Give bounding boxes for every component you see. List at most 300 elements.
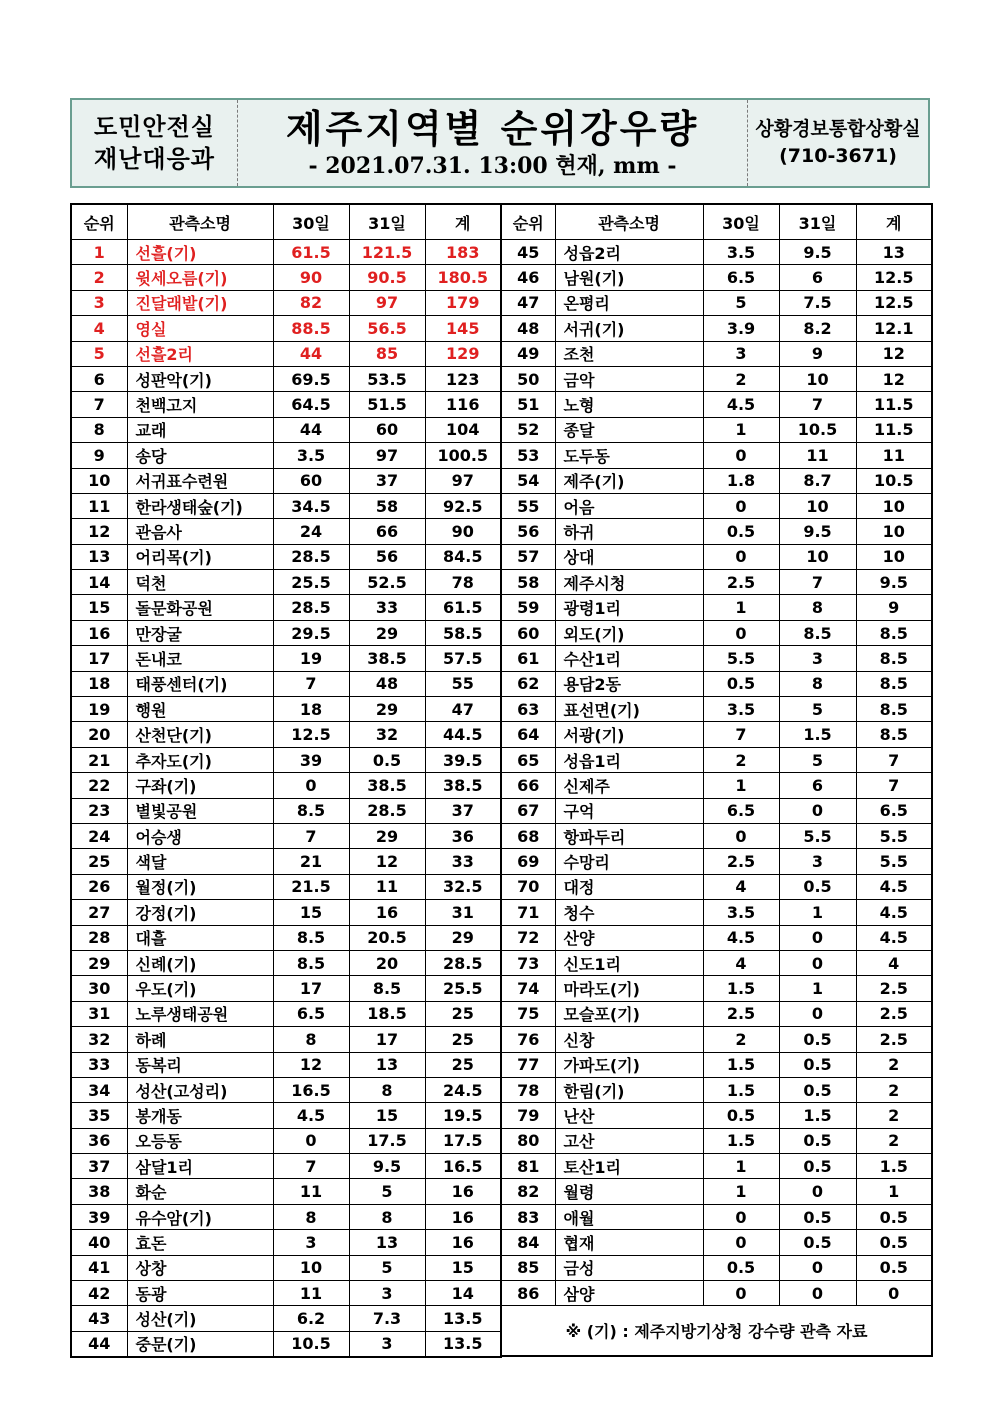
day31-cell: 90.5 [349, 265, 425, 290]
day30-cell: 11 [273, 1179, 349, 1204]
day31-cell: 16 [349, 900, 425, 925]
table-row [71, 849, 501, 874]
table-row [71, 290, 501, 315]
rank-cell: 61 [501, 646, 555, 671]
day30-cell: 3.5 [703, 240, 779, 265]
rank-cell: 18 [71, 671, 127, 696]
contact-block [748, 100, 928, 186]
day30-cell: 8 [273, 1027, 349, 1052]
station-name-cell: 덕천 [127, 570, 273, 595]
total-cell: 92.5 [425, 493, 501, 518]
table-row [501, 519, 932, 544]
day30-cell: 19 [273, 646, 349, 671]
rank-cell: 65 [501, 747, 555, 772]
total-cell: 1.5 [856, 1154, 932, 1179]
station-name-cell: 금악 [555, 366, 703, 391]
station-name-cell: 상대 [555, 544, 703, 569]
day31-cell: 0.5 [779, 1154, 856, 1179]
day30-cell: 0.5 [703, 519, 779, 544]
rank-cell: 44 [71, 1331, 127, 1357]
day31-cell: 10 [779, 544, 856, 569]
station-name-cell: 색달 [127, 849, 273, 874]
day31-cell: 10 [779, 366, 856, 391]
station-name-cell: 외도(기) [555, 620, 703, 645]
rank-cell: 77 [501, 1052, 555, 1077]
col-rank-header: 순위 [71, 204, 127, 240]
table-row [71, 316, 501, 341]
col-station-header: 관측소명 [555, 204, 703, 240]
total-cell: 97 [425, 468, 501, 493]
total-cell: 57.5 [425, 646, 501, 671]
day31-cell: 9.5 [349, 1154, 425, 1179]
total-cell: 84.5 [425, 544, 501, 569]
day30-cell: 8.5 [273, 950, 349, 975]
day31-cell: 48 [349, 671, 425, 696]
table-row [501, 290, 932, 315]
total-cell: 10 [856, 519, 932, 544]
day31-cell: 0 [779, 950, 856, 975]
day30-cell: 3.5 [273, 443, 349, 468]
day30-cell: 7 [273, 1154, 349, 1179]
rank-cell: 20 [71, 722, 127, 747]
station-name-cell: 용담2동 [555, 671, 703, 696]
rank-cell: 45 [501, 240, 555, 265]
table-row [501, 316, 932, 341]
day30-cell: 60 [273, 468, 349, 493]
day30-cell: 0 [703, 493, 779, 518]
table-row [71, 1204, 501, 1229]
table-row [501, 1128, 932, 1153]
station-name-cell: 종달 [555, 417, 703, 442]
station-name-cell: 우도(기) [127, 976, 273, 1001]
rank-cell: 16 [71, 620, 127, 645]
total-cell: 16.5 [425, 1154, 501, 1179]
day30-cell: 0.5 [703, 671, 779, 696]
station-name-cell: 효돈 [127, 1230, 273, 1255]
station-name-cell: 만장굴 [127, 620, 273, 645]
day31-cell: 17 [349, 1027, 425, 1052]
rank-cell: 57 [501, 544, 555, 569]
station-name-cell: 서귀표수련원 [127, 468, 273, 493]
day30-cell: 1.5 [703, 1128, 779, 1153]
total-cell: 25.5 [425, 976, 501, 1001]
table-row [501, 874, 932, 899]
station-name-cell: 태풍센터(기) [127, 671, 273, 696]
total-cell: 29 [425, 925, 501, 950]
rank-cell: 52 [501, 417, 555, 442]
table-row [501, 443, 932, 468]
rank-cell: 1 [71, 240, 127, 265]
table-row [71, 1306, 501, 1331]
day31-cell: 5 [779, 747, 856, 772]
day30-cell: 11 [273, 1281, 349, 1306]
station-name-cell: 돈내코 [127, 646, 273, 671]
title-block [238, 100, 748, 186]
day30-cell: 7 [703, 722, 779, 747]
rank-cell: 62 [501, 671, 555, 696]
situation-room-name: 상황경보통합상황실 [755, 118, 921, 140]
rank-cell: 24 [71, 823, 127, 848]
day31-cell: 66 [349, 519, 425, 544]
station-name-cell: 노루생태공원 [127, 1001, 273, 1026]
rank-cell: 19 [71, 697, 127, 722]
station-name-cell: 월령 [555, 1179, 703, 1204]
day31-cell: 3 [349, 1281, 425, 1306]
total-cell: 25 [425, 1052, 501, 1077]
rank-cell: 63 [501, 697, 555, 722]
day31-cell: 29 [349, 823, 425, 848]
day30-cell: 44 [273, 341, 349, 366]
day31-cell: 1 [779, 900, 856, 925]
station-name-cell: 표선면(기) [555, 697, 703, 722]
day31-cell: 97 [349, 443, 425, 468]
day30-cell: 1 [703, 417, 779, 442]
day31-cell: 8 [779, 595, 856, 620]
day30-cell: 5.5 [703, 646, 779, 671]
day30-cell: 2 [703, 747, 779, 772]
total-cell: 123 [425, 366, 501, 391]
day30-cell: 1.5 [703, 976, 779, 1001]
table-row [71, 1128, 501, 1153]
total-cell: 17.5 [425, 1128, 501, 1153]
rank-cell: 14 [71, 570, 127, 595]
station-name-cell: 한림(기) [555, 1077, 703, 1102]
day30-cell: 69.5 [273, 366, 349, 391]
footnote-row [501, 1306, 932, 1356]
total-cell: 1 [856, 1179, 932, 1204]
rank-cell: 27 [71, 900, 127, 925]
day31-cell: 56.5 [349, 316, 425, 341]
day31-cell: 29 [349, 697, 425, 722]
station-name-cell: 성산(고성리) [127, 1077, 273, 1102]
total-cell: 2.5 [856, 976, 932, 1001]
col-station-header: 관측소명 [127, 204, 273, 240]
rank-cell: 23 [71, 798, 127, 823]
total-cell: 58.5 [425, 620, 501, 645]
day31-cell: 0 [779, 1255, 856, 1280]
station-name-cell: 한라생태숲(기) [127, 493, 273, 518]
day30-cell: 39 [273, 747, 349, 772]
day31-cell: 0.5 [779, 1077, 856, 1102]
table-row [501, 417, 932, 442]
day31-cell: 97 [349, 290, 425, 315]
table-row [501, 493, 932, 518]
table-row [501, 697, 932, 722]
station-name-cell: 가파도(기) [555, 1052, 703, 1077]
day31-cell: 13 [349, 1052, 425, 1077]
station-name-cell: 강정(기) [127, 900, 273, 925]
day31-cell: 0 [779, 925, 856, 950]
day31-cell: 38.5 [349, 773, 425, 798]
day30-cell: 21.5 [273, 874, 349, 899]
station-name-cell: 모슬포(기) [555, 1001, 703, 1026]
table-row [71, 1230, 501, 1255]
day30-cell: 6.5 [703, 798, 779, 823]
station-name-cell: 동광 [127, 1281, 273, 1306]
day31-cell: 38.5 [349, 646, 425, 671]
station-name-cell: 조천 [555, 341, 703, 366]
day31-cell: 7.3 [349, 1306, 425, 1331]
table-row [71, 823, 501, 848]
table-row [71, 265, 501, 290]
department-line-2: 재난대응과 [94, 145, 215, 173]
station-name-cell: 화순 [127, 1179, 273, 1204]
rank-cell: 17 [71, 646, 127, 671]
col-total-header: 계 [856, 204, 932, 240]
day30-cell: 21 [273, 849, 349, 874]
station-name-cell: 영실 [127, 316, 273, 341]
rank-cell: 85 [501, 1255, 555, 1280]
day31-cell: 37 [349, 468, 425, 493]
station-name-cell: 성판악(기) [127, 366, 273, 391]
table-row [501, 1230, 932, 1255]
day31-cell: 52.5 [349, 570, 425, 595]
day30-cell: 8.5 [273, 798, 349, 823]
day31-cell: 10.5 [779, 417, 856, 442]
rank-cell: 22 [71, 773, 127, 798]
footnote: ※ (기) : 제주지방기상청 강수량 관측 자료 [501, 1306, 932, 1356]
day31-cell: 5.5 [779, 823, 856, 848]
rank-cell: 80 [501, 1128, 555, 1153]
station-name-cell: 삼양 [555, 1281, 703, 1306]
rank-cell: 29 [71, 950, 127, 975]
total-cell: 180.5 [425, 265, 501, 290]
table-row [71, 1103, 501, 1128]
total-cell: 2 [856, 1077, 932, 1102]
rank-cell: 39 [71, 1204, 127, 1229]
day30-cell: 0 [703, 443, 779, 468]
rank-cell: 6 [71, 366, 127, 391]
day30-cell: 1 [703, 595, 779, 620]
station-name-cell: 수산1리 [555, 646, 703, 671]
rank-cell: 38 [71, 1179, 127, 1204]
total-cell: 25 [425, 1001, 501, 1026]
rank-cell: 10 [71, 468, 127, 493]
col-day30-header: 30일 [273, 204, 349, 240]
day30-cell: 0.5 [703, 1255, 779, 1280]
total-cell: 8.5 [856, 620, 932, 645]
station-name-cell: 어승생 [127, 823, 273, 848]
table-row [71, 1001, 501, 1026]
day31-cell: 53.5 [349, 366, 425, 391]
table-row [71, 798, 501, 823]
station-name-cell: 동복리 [127, 1052, 273, 1077]
total-cell: 129 [425, 341, 501, 366]
station-name-cell: 송당 [127, 443, 273, 468]
total-cell: 2 [856, 1128, 932, 1153]
day30-cell: 25.5 [273, 570, 349, 595]
day31-cell: 5 [779, 697, 856, 722]
total-cell: 44.5 [425, 722, 501, 747]
day31-cell: 8.5 [779, 620, 856, 645]
day30-cell: 2.5 [703, 570, 779, 595]
rank-cell: 11 [71, 493, 127, 518]
table-row [501, 925, 932, 950]
table-row [71, 697, 501, 722]
day30-cell: 6.2 [273, 1306, 349, 1331]
table-row [501, 544, 932, 569]
rank-cell: 28 [71, 925, 127, 950]
station-name-cell: 서광(기) [555, 722, 703, 747]
station-name-cell: 산천단(기) [127, 722, 273, 747]
station-name-cell: 천백고지 [127, 392, 273, 417]
rank-cell: 8 [71, 417, 127, 442]
day31-cell: 8 [779, 671, 856, 696]
day31-cell: 7.5 [779, 290, 856, 315]
table-row [501, 1255, 932, 1280]
total-cell: 8.5 [856, 646, 932, 671]
day30-cell: 28.5 [273, 544, 349, 569]
total-cell: 0.5 [856, 1255, 932, 1280]
station-name-cell: 광령1리 [555, 595, 703, 620]
day30-cell: 3.5 [703, 697, 779, 722]
station-name-cell: 추자도(기) [127, 747, 273, 772]
total-cell: 19.5 [425, 1103, 501, 1128]
rank-cell: 71 [501, 900, 555, 925]
rank-cell: 69 [501, 849, 555, 874]
station-name-cell: 제주시청 [555, 570, 703, 595]
total-cell: 12.5 [856, 265, 932, 290]
table-row [501, 366, 932, 391]
day31-cell: 8.2 [779, 316, 856, 341]
total-cell: 5.5 [856, 823, 932, 848]
day30-cell: 0 [273, 773, 349, 798]
table-row [501, 1103, 932, 1128]
total-cell: 116 [425, 392, 501, 417]
total-cell: 90 [425, 519, 501, 544]
day30-cell: 88.5 [273, 316, 349, 341]
day31-cell: 10 [779, 493, 856, 518]
total-cell: 32.5 [425, 874, 501, 899]
day30-cell: 82 [273, 290, 349, 315]
day31-cell: 11 [779, 443, 856, 468]
table-row [71, 1255, 501, 1280]
table-row [71, 1281, 501, 1306]
day30-cell: 61.5 [273, 240, 349, 265]
table-row [71, 341, 501, 366]
day31-cell: 20 [349, 950, 425, 975]
station-name-cell: 별빛공원 [127, 798, 273, 823]
rank-cell: 76 [501, 1027, 555, 1052]
day30-cell: 18 [273, 697, 349, 722]
day30-cell: 7 [273, 671, 349, 696]
table-row [501, 570, 932, 595]
table-row [71, 443, 501, 468]
day30-cell: 4.5 [273, 1103, 349, 1128]
rank-cell: 50 [501, 366, 555, 391]
day30-cell: 17 [273, 976, 349, 1001]
day31-cell: 8 [349, 1204, 425, 1229]
table-header-row [71, 204, 501, 240]
station-name-cell: 신창 [555, 1027, 703, 1052]
table-row [71, 646, 501, 671]
table-row [501, 671, 932, 696]
station-name-cell: 유수암(기) [127, 1204, 273, 1229]
station-name-cell: 선흘(기) [127, 240, 273, 265]
total-cell: 12.5 [856, 290, 932, 315]
station-name-cell: 돌문화공원 [127, 595, 273, 620]
day31-cell: 5 [349, 1255, 425, 1280]
rank-cell: 26 [71, 874, 127, 899]
day30-cell: 3.9 [703, 316, 779, 341]
rank-cell: 3 [71, 290, 127, 315]
table-row [71, 620, 501, 645]
day31-cell: 6 [779, 265, 856, 290]
day31-cell: 13 [349, 1230, 425, 1255]
station-name-cell: 고산 [555, 1128, 703, 1153]
day30-cell: 10.5 [273, 1331, 349, 1357]
table-row [501, 722, 932, 747]
total-cell: 55 [425, 671, 501, 696]
station-name-cell: 온평리 [555, 290, 703, 315]
day30-cell: 0.5 [703, 1103, 779, 1128]
total-cell: 4.5 [856, 900, 932, 925]
col-rank-header: 순위 [501, 204, 555, 240]
station-name-cell: 월정(기) [127, 874, 273, 899]
day30-cell: 44 [273, 417, 349, 442]
rank-cell: 32 [71, 1027, 127, 1052]
day30-cell: 0 [703, 823, 779, 848]
day31-cell: 28.5 [349, 798, 425, 823]
total-cell: 16 [425, 1179, 501, 1204]
table-row [71, 900, 501, 925]
station-name-cell: 청수 [555, 900, 703, 925]
table-row [71, 747, 501, 772]
station-name-cell: 난산 [555, 1103, 703, 1128]
table-row [501, 1179, 932, 1204]
station-name-cell: 성읍1리 [555, 747, 703, 772]
table-row [501, 392, 932, 417]
rank-cell: 21 [71, 747, 127, 772]
day31-cell: 8 [349, 1077, 425, 1102]
total-cell: 12 [856, 366, 932, 391]
rank-cell: 82 [501, 1179, 555, 1204]
day30-cell: 24 [273, 519, 349, 544]
total-cell: 13.5 [425, 1331, 501, 1357]
total-cell: 37 [425, 798, 501, 823]
day31-cell: 15 [349, 1103, 425, 1128]
rank-cell: 12 [71, 519, 127, 544]
table-row [501, 1154, 932, 1179]
day30-cell: 6.5 [273, 1001, 349, 1026]
rank-cell: 59 [501, 595, 555, 620]
total-cell: 100.5 [425, 443, 501, 468]
day31-cell: 20.5 [349, 925, 425, 950]
day30-cell: 64.5 [273, 392, 349, 417]
day30-cell: 2 [703, 1027, 779, 1052]
day31-cell: 6 [779, 773, 856, 798]
total-cell: 104 [425, 417, 501, 442]
table-row [501, 468, 932, 493]
station-name-cell: 어음 [555, 493, 703, 518]
day30-cell: 1.5 [703, 1052, 779, 1077]
rank-cell: 73 [501, 950, 555, 975]
day31-cell: 0.5 [779, 874, 856, 899]
day31-cell: 0 [779, 798, 856, 823]
rank-cell: 9 [71, 443, 127, 468]
day30-cell: 34.5 [273, 493, 349, 518]
table-row [501, 646, 932, 671]
rank-cell: 25 [71, 849, 127, 874]
rank-cell: 66 [501, 773, 555, 798]
rank-cell: 67 [501, 798, 555, 823]
station-name-cell: 항파두리 [555, 823, 703, 848]
rank-cell: 2 [71, 265, 127, 290]
rank-cell: 36 [71, 1128, 127, 1153]
rank-cell: 7 [71, 392, 127, 417]
day30-cell: 3 [703, 341, 779, 366]
day30-cell: 12.5 [273, 722, 349, 747]
